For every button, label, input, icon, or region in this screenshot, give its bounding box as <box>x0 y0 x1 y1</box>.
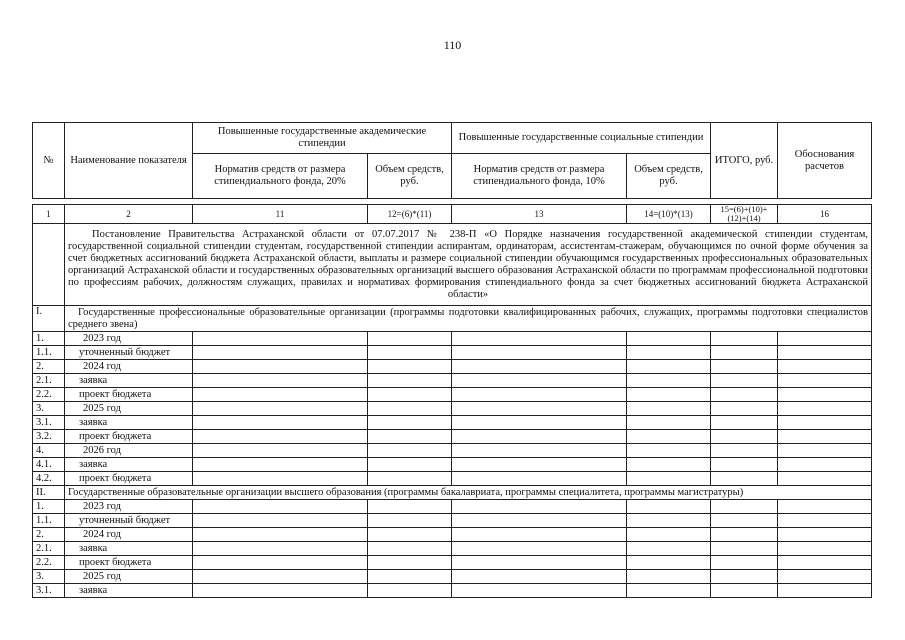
empty-cell <box>778 388 872 402</box>
table-row <box>33 374 872 388</box>
empty-cell <box>368 514 452 528</box>
row-label: проект бюджета <box>65 430 193 444</box>
resolution-row <box>33 224 872 306</box>
table-row <box>33 346 872 360</box>
empty-cell <box>368 360 452 374</box>
table-row <box>33 472 872 486</box>
empty-cell <box>193 444 368 458</box>
row-label: 2025 год <box>65 402 193 416</box>
table-row <box>33 556 872 570</box>
row-number: 1.1. <box>33 514 65 528</box>
empty-cell <box>778 332 872 346</box>
section2-num: II. <box>33 486 65 500</box>
empty-cell <box>452 528 627 542</box>
empty-cell <box>627 430 711 444</box>
empty-cell <box>627 332 711 346</box>
empty-cell <box>711 346 778 360</box>
empty-cell <box>711 584 778 598</box>
empty-cell <box>778 416 872 430</box>
empty-cell <box>368 472 452 486</box>
table-row <box>33 416 872 430</box>
table-row <box>33 528 872 542</box>
empty-cell <box>452 472 627 486</box>
empty-cell <box>452 430 627 444</box>
empty-cell <box>711 416 778 430</box>
header-group-social: Повышенные государственные социальные стипендии <box>452 123 711 154</box>
row-number: 1. <box>33 332 65 346</box>
row-label: уточненный бюджет <box>65 346 193 360</box>
row-number: 3.1. <box>33 584 65 598</box>
empty-cell <box>711 430 778 444</box>
section2-title: Государственные образовательные организации высшего образования (программы бакалавриата, программы специалитета, программы магистратуры) <box>65 486 872 500</box>
section1-row <box>33 306 872 332</box>
row-number: 4.1. <box>33 458 65 472</box>
empty-cell <box>193 584 368 598</box>
empty-cell <box>627 444 711 458</box>
empty-cell <box>193 388 368 402</box>
row-label: проект бюджета <box>65 556 193 570</box>
row-label: 2024 год <box>65 360 193 374</box>
empty-cell <box>193 556 368 570</box>
row-number: 3.2. <box>33 430 65 444</box>
empty-cell <box>368 542 452 556</box>
empty-cell <box>778 346 872 360</box>
empty-cell <box>368 500 452 514</box>
header-num: № <box>33 123 65 199</box>
row-label: заявка <box>65 374 193 388</box>
row-number: 1.1. <box>33 346 65 360</box>
header-total: ИТОГО, руб. <box>711 123 778 199</box>
row-number: 2. <box>33 528 65 542</box>
empty-cell <box>368 416 452 430</box>
header-group-academic: Повышенные государственные академические стипендии <box>193 123 452 154</box>
row-label: 2026 год <box>65 444 193 458</box>
empty-cell <box>711 472 778 486</box>
empty-cell <box>711 444 778 458</box>
empty-cell <box>627 500 711 514</box>
section1-num: I. <box>33 306 65 332</box>
empty-cell <box>452 570 627 584</box>
empty-cell <box>627 528 711 542</box>
row-label: заявка <box>65 542 193 556</box>
empty-cell <box>452 500 627 514</box>
table-row <box>33 500 872 514</box>
empty-cell <box>368 346 452 360</box>
empty-cell <box>452 542 627 556</box>
empty-cell <box>627 472 711 486</box>
empty-cell <box>711 332 778 346</box>
row-label: 2024 год <box>65 528 193 542</box>
empty-cell <box>193 346 368 360</box>
empty-cell <box>452 402 627 416</box>
row-label: 2023 год <box>65 332 193 346</box>
empty-cell <box>193 472 368 486</box>
table-row <box>33 388 872 402</box>
row-label: 2025 год <box>65 570 193 584</box>
table-row <box>33 514 872 528</box>
empty-cell <box>711 514 778 528</box>
empty-cell <box>193 514 368 528</box>
colnum-2: 2 <box>65 205 193 224</box>
empty-cell <box>627 374 711 388</box>
resolution-text: Постановление Правительства Астраханской области от 07.07.2017 № 238-П «О Порядке назначения государственной академической стипендии студентам, государственной социальной стипендии студентам, государственной стипендии аспирантам, ординаторам, ассистентам-стажерам, обучающимся по очной форме обучения за счет бюджетных ассигнований бюджета Астраханской области, выплаты и размере социальной стипендии обучающимся государственных профессиональных образовательных организаций Астраханской области и государственных образовательных организаций высшего образования Астраханской области по программам профессиональной подготовки по профессиям рабочих, должностям служащих, правилах и нормативах формирования стипендиального фонда за счет бюджетных ассигнований бюджета Астраханской области» <box>65 224 872 306</box>
empty-cell <box>711 388 778 402</box>
empty-cell <box>627 570 711 584</box>
empty-cell <box>368 402 452 416</box>
row-number: 4.2. <box>33 472 65 486</box>
empty-cell <box>452 584 627 598</box>
row-number: 2. <box>33 360 65 374</box>
empty-cell <box>193 402 368 416</box>
empty-cell <box>778 430 872 444</box>
table-row <box>33 332 872 346</box>
empty-cell <box>711 542 778 556</box>
empty-cell <box>778 584 872 598</box>
empty-cell <box>627 542 711 556</box>
header-volume-social: Объем средств, руб. <box>627 154 711 199</box>
empty-cell <box>368 556 452 570</box>
section1-title: Государственные профессиональные образовательные организации (программы подготовки квалифицированных рабочих, служащих, программы подготовки специалистов среднего звена) <box>65 306 872 332</box>
empty-cell <box>452 416 627 430</box>
empty-cell <box>368 332 452 346</box>
table-row <box>33 360 872 374</box>
empty-cell <box>368 444 452 458</box>
table-row <box>33 430 872 444</box>
empty-cell <box>368 374 452 388</box>
row-number: 2.2. <box>33 556 65 570</box>
colnum-11: 11 <box>193 205 368 224</box>
table-row <box>33 402 872 416</box>
empty-cell <box>452 332 627 346</box>
row-label: заявка <box>65 416 193 430</box>
empty-cell <box>193 528 368 542</box>
empty-cell <box>778 528 872 542</box>
empty-cell <box>452 514 627 528</box>
empty-cell <box>452 346 627 360</box>
empty-cell <box>711 528 778 542</box>
row-number: 2.1. <box>33 374 65 388</box>
section2-rows <box>33 500 872 598</box>
section2-row <box>33 486 872 500</box>
table-row <box>33 444 872 458</box>
empty-cell <box>627 416 711 430</box>
header-table <box>32 122 872 199</box>
row-label: проект бюджета <box>65 472 193 486</box>
empty-cell <box>711 374 778 388</box>
empty-cell <box>778 458 872 472</box>
empty-cell <box>711 402 778 416</box>
empty-cell <box>193 430 368 444</box>
row-number: 2.1. <box>33 542 65 556</box>
empty-cell <box>193 416 368 430</box>
empty-cell <box>452 388 627 402</box>
empty-cell <box>711 458 778 472</box>
empty-cell <box>778 444 872 458</box>
empty-cell <box>778 360 872 374</box>
numbering-row <box>33 205 872 224</box>
empty-cell <box>368 528 452 542</box>
header-norm-social: Норматив средств от размера стипендиального фонда, 10% <box>452 154 627 199</box>
empty-cell <box>778 556 872 570</box>
colnum-14: 14=(10)*(13) <box>627 205 711 224</box>
header-volume-academic: Объем средств, руб. <box>368 154 452 199</box>
row-label: уточненный бюджет <box>65 514 193 528</box>
empty-cell <box>452 458 627 472</box>
row-number: 3. <box>33 570 65 584</box>
empty-cell <box>193 570 368 584</box>
empty-cell <box>778 570 872 584</box>
table-row <box>33 542 872 556</box>
empty-cell <box>193 332 368 346</box>
colnum-12: 12=(6)*(11) <box>368 205 452 224</box>
empty-cell <box>368 584 452 598</box>
empty-cell <box>627 584 711 598</box>
row-label: заявка <box>65 458 193 472</box>
empty-cell <box>193 374 368 388</box>
empty-cell <box>368 430 452 444</box>
empty-cell <box>627 458 711 472</box>
row-number: 3. <box>33 402 65 416</box>
row-number: 2.2. <box>33 388 65 402</box>
empty-cell <box>711 500 778 514</box>
empty-cell <box>452 374 627 388</box>
empty-cell <box>711 570 778 584</box>
empty-cell <box>778 500 872 514</box>
header-justification: Обоснования расчетов <box>778 123 872 199</box>
row-number: 3.1. <box>33 416 65 430</box>
colnum-1: 1 <box>33 205 65 224</box>
empty-cell <box>452 556 627 570</box>
empty-cell <box>778 402 872 416</box>
colnum-13: 13 <box>452 205 627 224</box>
empty-cell <box>627 388 711 402</box>
empty-cell <box>627 402 711 416</box>
row-label: 2023 год <box>65 500 193 514</box>
row-number: 4. <box>33 444 65 458</box>
empty-cell <box>627 346 711 360</box>
empty-cell <box>627 556 711 570</box>
empty-cell <box>368 388 452 402</box>
colnum-16: 16 <box>778 205 872 224</box>
row-number: 1. <box>33 500 65 514</box>
empty-cell <box>368 458 452 472</box>
body-table <box>32 204 872 598</box>
colnum-15: 15=(6)+(10)+(12)+(14) <box>711 205 778 224</box>
empty-cell <box>778 472 872 486</box>
page-number: 110 <box>443 38 462 52</box>
table-row <box>33 570 872 584</box>
empty-cell <box>193 360 368 374</box>
empty-cell <box>193 458 368 472</box>
row-label: проект бюджета <box>65 388 193 402</box>
row-label: заявка <box>65 584 193 598</box>
empty-cell <box>627 514 711 528</box>
empty-cell <box>452 360 627 374</box>
table-row <box>33 458 872 472</box>
empty-cell <box>711 556 778 570</box>
empty-cell <box>452 444 627 458</box>
empty-cell <box>193 542 368 556</box>
header-norm-academic: Норматив средств от размера стипендиального фонда, 20% <box>193 154 368 199</box>
table-row <box>33 584 872 598</box>
empty-cell <box>711 360 778 374</box>
empty-cell <box>627 360 711 374</box>
empty-cell <box>778 374 872 388</box>
empty-cell <box>193 500 368 514</box>
empty-cell <box>778 514 872 528</box>
section1-rows <box>33 332 872 486</box>
empty-cell <box>778 542 872 556</box>
empty-cell <box>368 570 452 584</box>
header-name: Наименование показателя <box>65 123 193 199</box>
